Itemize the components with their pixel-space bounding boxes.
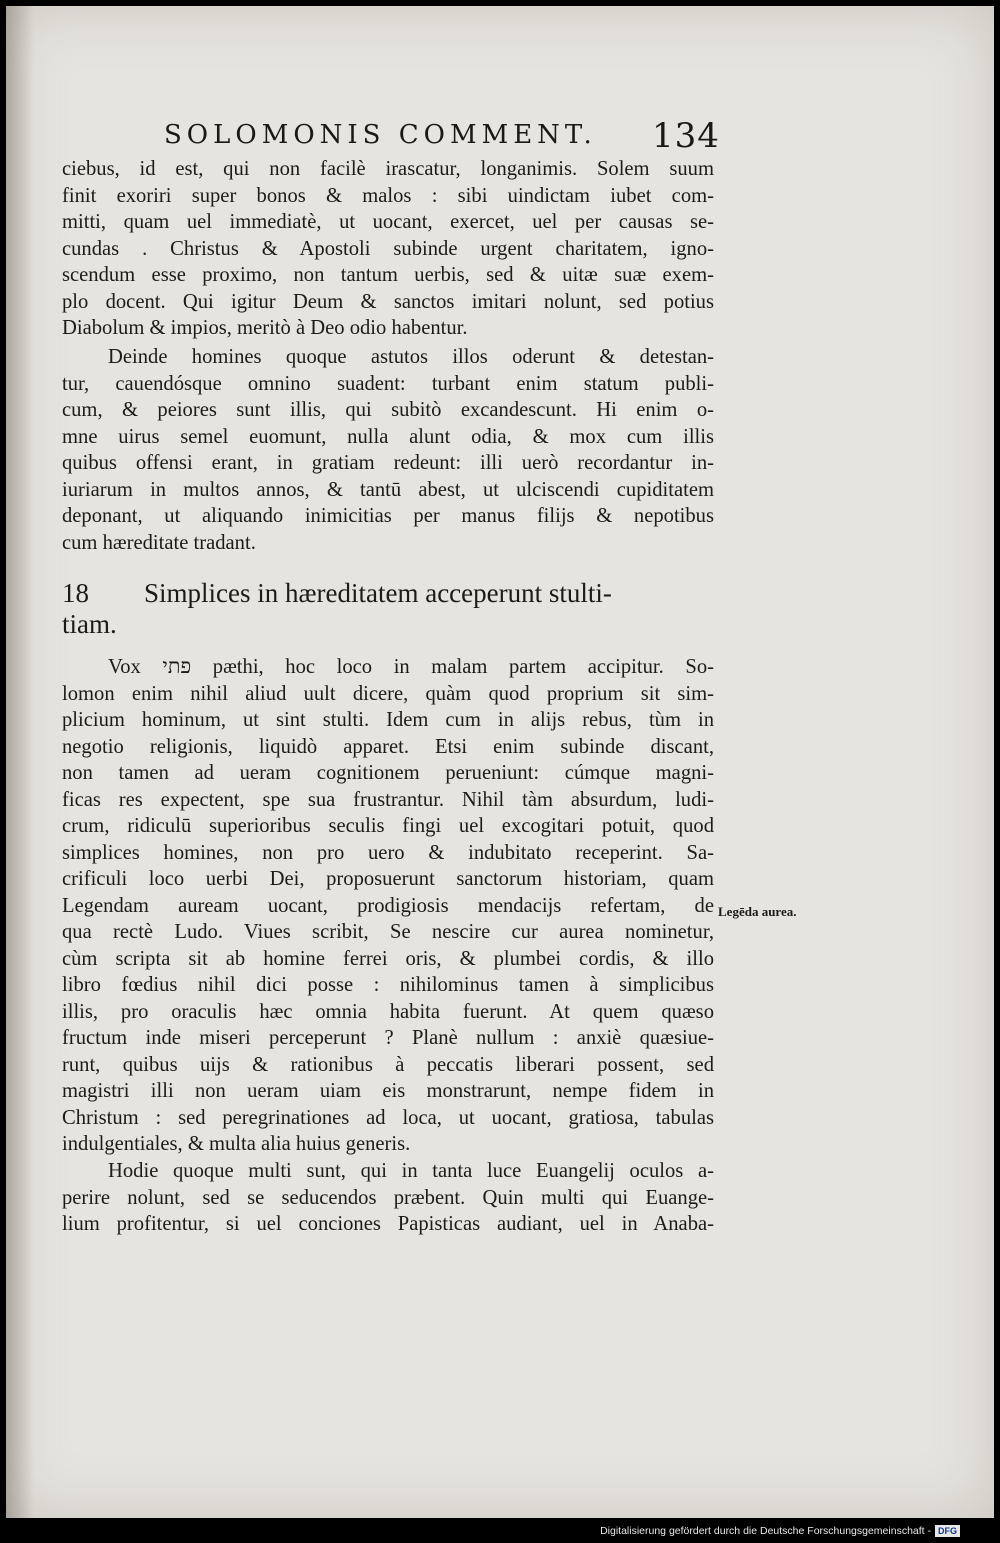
verse-text-line-1: Simplices in hæreditatem acceperunt stulti-: [144, 578, 612, 608]
text-line: Vox פתי pæthi, hoc loco in malam partem accipitur. So-: [108, 656, 714, 678]
text-line: Legendam auream uocant, prodigiosis mendacijs refertam, de: [62, 894, 714, 917]
text-line: tur, cauendósque omnino suadent: turbant enim statum publi-: [62, 372, 714, 395]
footer-credit: Digitalisierung gefördert durch die Deutsche Forschungsgemeinschaft -: [600, 1525, 931, 1537]
text-line: Christum : sed peregrinationes ad loca, ut uocant, gratiosa, tabulas: [62, 1106, 714, 1129]
text-line: magistri illi non ueram uiam eis monstrarunt, nempe fidem in: [62, 1080, 714, 1102]
text-line: deponant, ut aliquando inimicitias per manus filijs & nepotibus: [62, 505, 714, 527]
dfg-logo: DFG: [935, 1525, 960, 1537]
text-line: perire nolunt, sed se seducendos præbent. Quin multi qui Euange-: [62, 1186, 714, 1209]
text-line: Deinde homines quoque astutos illos oderunt & detestan-: [108, 346, 714, 368]
paragraph-4: [62, 1158, 714, 1238]
page-number: 134: [652, 116, 720, 156]
text-line: illis, pro oraculis hæc omnia habita fuerunt. At quem quæso: [62, 1000, 714, 1023]
text-line: indulgentiales, & multa alia huius generis.: [62, 1133, 411, 1155]
text-line: libro fœdius nihil dici posse : nihilominus tamen à simplicibus: [62, 974, 714, 996]
text-line: non tamen ad ueram cognitionem perueniunt: cúmque magni-: [62, 762, 714, 784]
text-line: ciebus, id est, qui non facilè irascatur, longanimis. Solem suum: [62, 158, 714, 180]
text-line: crificuli loco uerbi Dei, proposuerunt sanctorum historiam, quam: [62, 868, 714, 890]
scanned-page: [6, 6, 994, 1518]
text-line: finit exoriri super bonos & malos : sibi uindictam iubet com-: [62, 184, 714, 207]
text-line: runt, quibus uijs & rationibus à peccatis liberari possent, sed: [62, 1053, 714, 1076]
text-line: qua rectè Ludo. Viues scribit, Se nescire cur aurea nominetur,: [62, 921, 714, 943]
text-line: fructum inde miseri perceperunt ? Planè nullum : anxiè quæsiue-: [62, 1027, 714, 1049]
text-line: ficas res expectent, spe sua frustrantur. Nihil tàm absurdum, ludi-: [62, 788, 714, 811]
paragraph-1: [62, 156, 714, 342]
marginal-note: Legēda aurea.: [718, 904, 797, 919]
text-line: cundas . Christus & Apostoli subinde urgent charitatem, igno-: [62, 237, 714, 260]
text-line: plicium hominum, ut sint stulti. Idem cum in alijs rebus, tùm in: [62, 709, 714, 731]
text-line: lomon enim nihil aliud uult dicere, quàm quod proprium sit sim-: [62, 682, 714, 705]
text-line: negotio religionis, liquidò apparet. Etsi enim subinde discant,: [62, 735, 714, 758]
paragraph-2: [62, 344, 714, 556]
text-line: cum, & peiores sunt illis, qui subitò excandescunt. Hi enim o-: [62, 399, 714, 421]
text-line: quibus offensi erant, in gratiam redeunt: illi uerò recordantur in-: [62, 452, 714, 474]
running-title: SOLOMONIS COMMENT.: [164, 120, 597, 150]
text-line: crum, ridiculū superioribus seculis fingi uel excogitari potuit, quod: [62, 815, 714, 837]
text-line: scendum esse proximo, non tantum uerbis, sed & uitæ suæ exem-: [62, 264, 714, 286]
text-line: mne uirus semel euomunt, nulla alunt odia, & mox cum illis: [62, 425, 714, 448]
verse-text-line-2: tiam.: [62, 609, 117, 639]
text-line: iuriarum in multos annos, & tantū abest, ut ulciscendi cupiditatem: [62, 478, 714, 501]
text-line: Diabolum & impios, meritò à Deo odio habentur.: [62, 317, 468, 339]
text-line: cum hæreditate tradant.: [62, 531, 256, 554]
text-line: simplices homines, non pro uero & indubitato receperint. Sa-: [62, 841, 714, 864]
text-line: lium profitentur, si uel conciones Papisticas audiant, uel in Anaba-: [62, 1213, 714, 1235]
text-line: plo docent. Qui igitur Deum & sanctos imitari nolunt, sed potius: [62, 290, 714, 313]
text-line: mitti, quam uel immediatè, ut uocant, exercet, uel per causas se-: [62, 211, 714, 233]
text-line: cùm scripta sit ab homine ferrei oris, & plumbei cordis, & illo: [62, 947, 714, 970]
digitization-footer: [600, 1525, 960, 1537]
verse-heading: [62, 578, 722, 640]
paragraph-3: [62, 654, 714, 1158]
text-line: Hodie quoque multi sunt, qui in tanta luce Euangelij oculos a-: [108, 1160, 714, 1182]
verse-number: 18: [62, 578, 89, 608]
